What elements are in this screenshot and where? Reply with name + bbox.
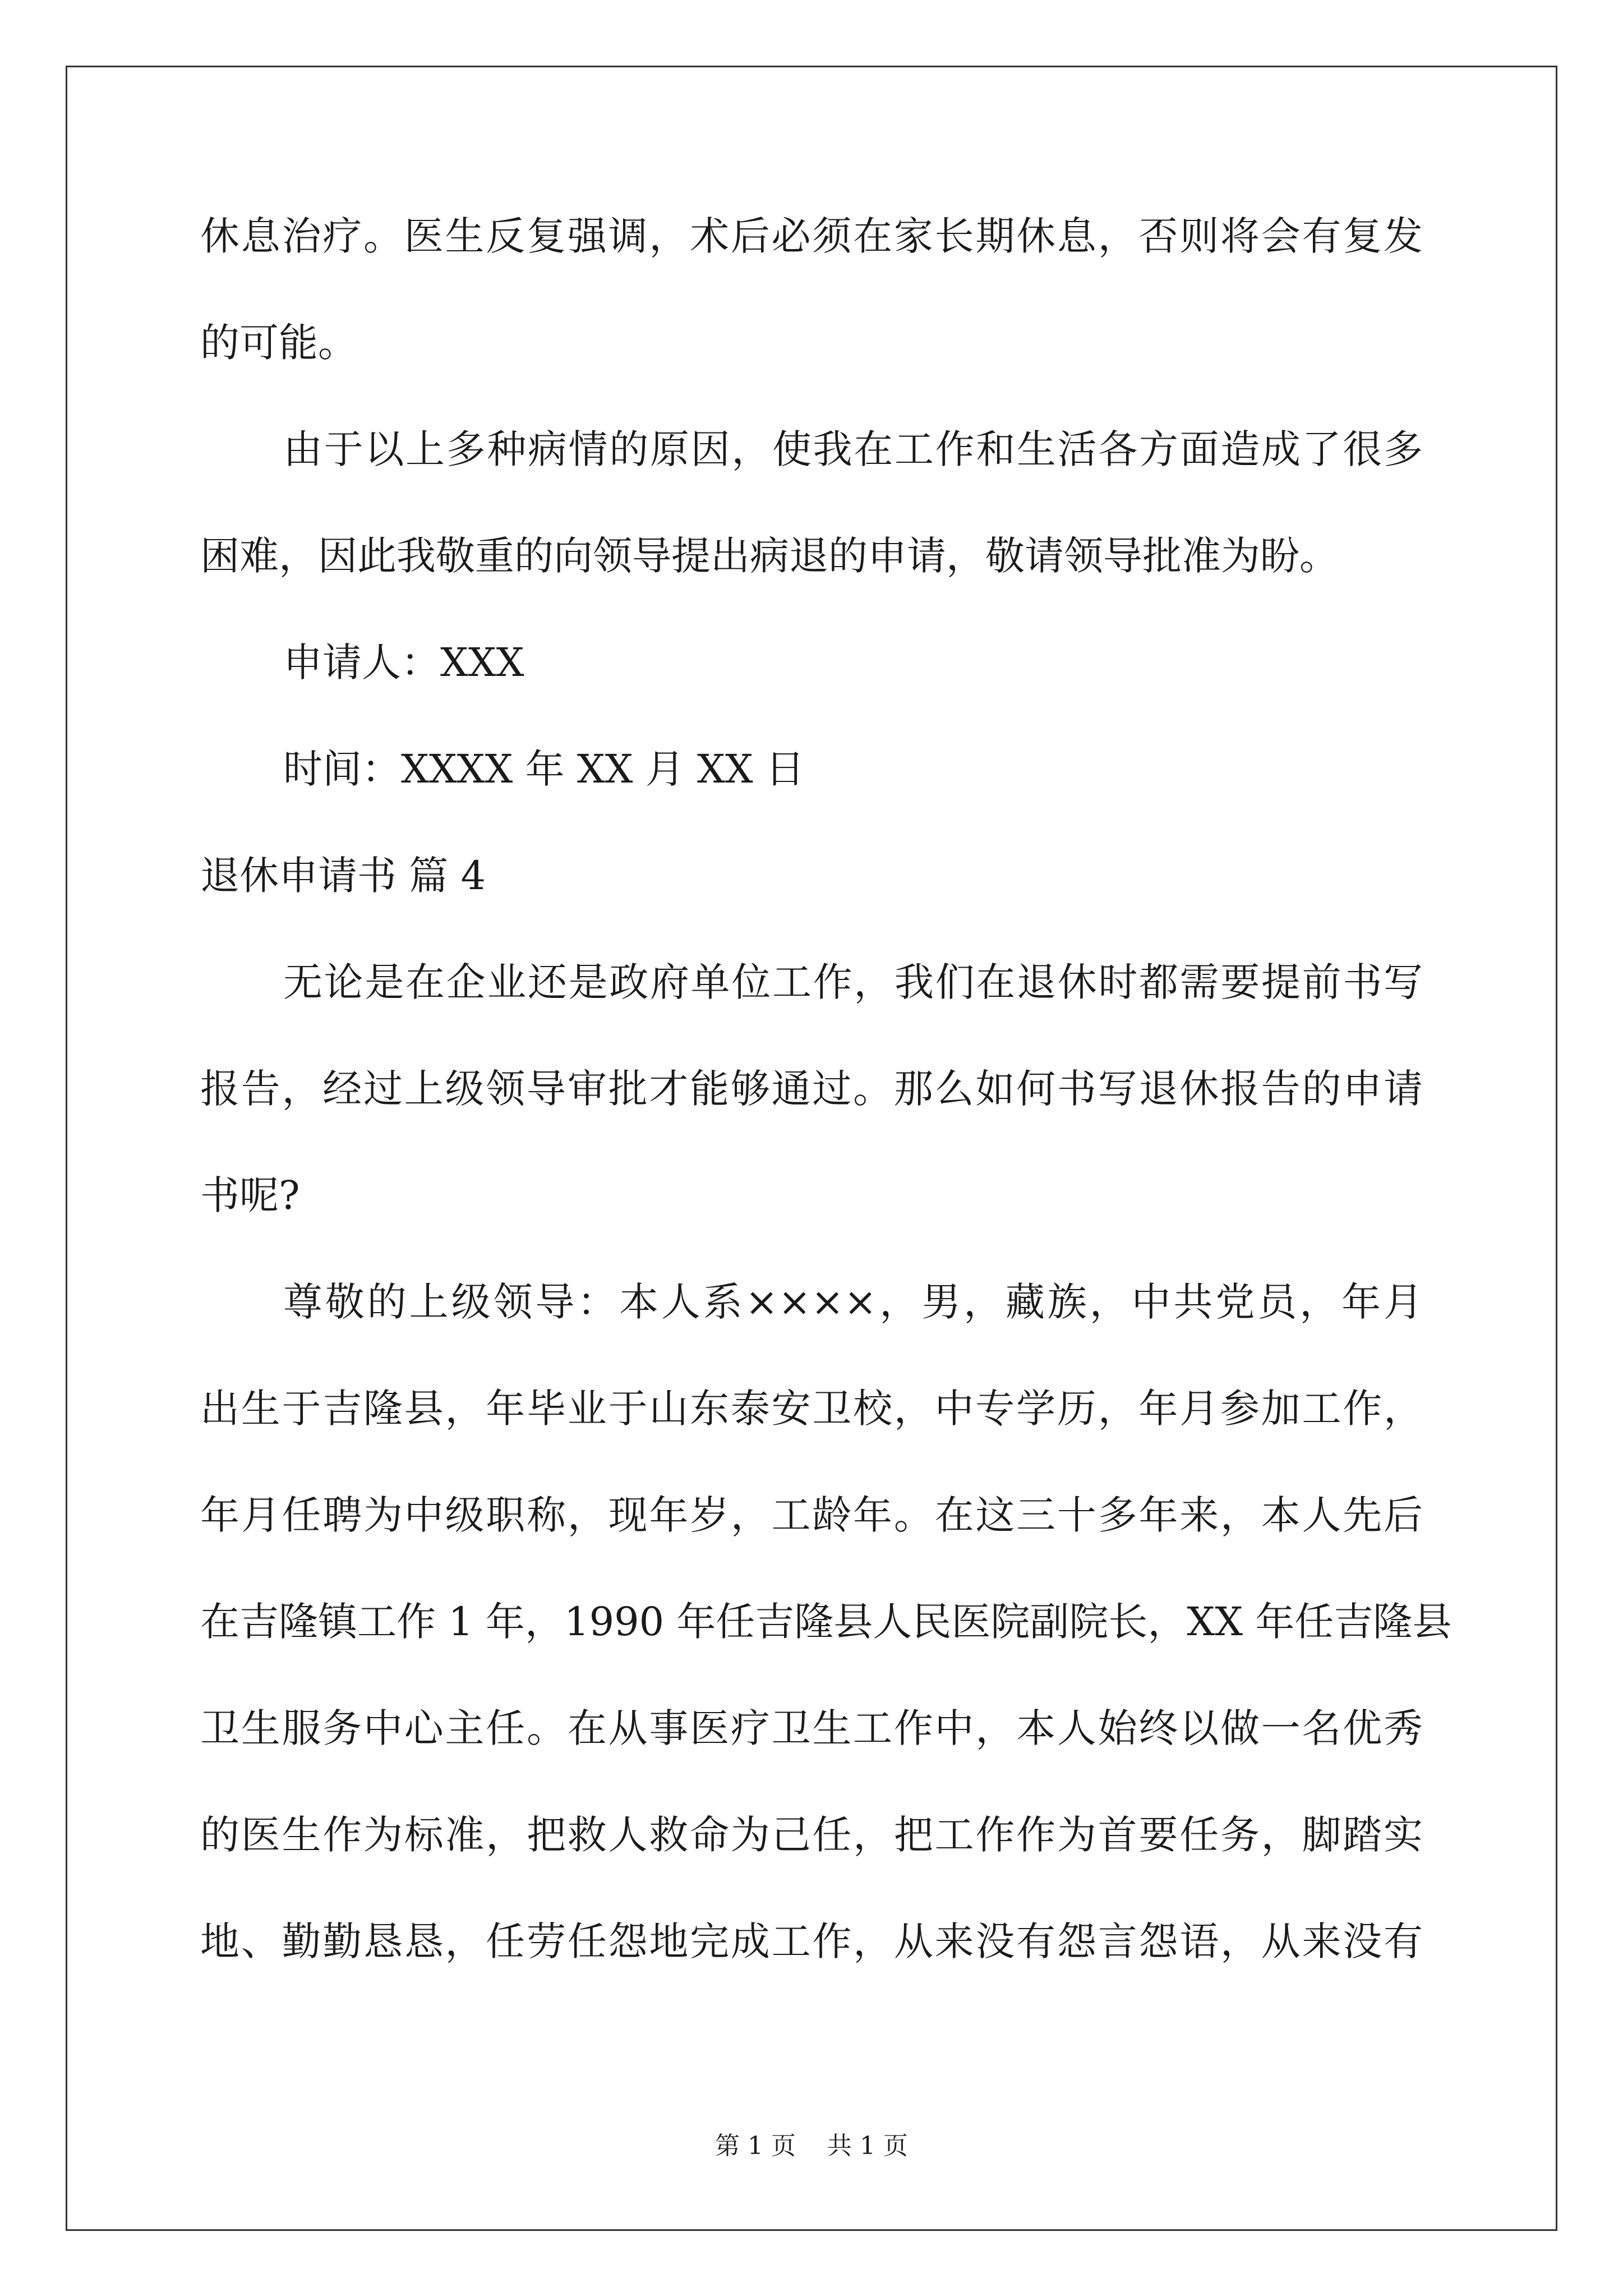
- text-line: 尊敬的上级领导：本人系××××，男，藏族，中共党员，年月: [283, 1279, 1423, 1325]
- text-line: 地、勤勤恳恳，任劳任怨地完成工作，从来没有怨言怨语，从来没有: [200, 1918, 1423, 1964]
- text-line: 困难，因此我敬重的向领导提出病退的申请，敬请领导批准为盼。: [200, 533, 1339, 579]
- text-line: 卫生服务中心主任。在从事医疗卫生工作中，本人始终以做一名优秀: [200, 1705, 1423, 1751]
- page-footer: 第 1 页 共 1 页: [715, 2132, 908, 2160]
- text-line: 的可能。: [200, 320, 357, 366]
- text-line: 休息治疗。医生反复强调，术后必须在家长期休息，否则将会有复发: [200, 213, 1423, 259]
- text-line: 在吉隆镇工作 1 年，1990 年任吉隆县人民医院副院长，XX 年任吉隆县: [200, 1599, 1452, 1645]
- text-line: 报告，经过上级领导审批才能够通过。那么如何书写退休报告的申请: [200, 1066, 1423, 1112]
- page-border: [66, 66, 1557, 2231]
- text-line: 由于以上多种病情的原因，使我在工作和生活各方面造成了很多: [283, 426, 1423, 472]
- date-line: 时间：XXXX 年 XX 月 XX 日: [283, 746, 805, 792]
- text-line: 出生于吉隆县，年毕业于山东泰安卫校，中专学历，年月参加工作，: [200, 1386, 1423, 1432]
- applicant-line: 申请人：XXX: [283, 639, 524, 685]
- text-line: 的医生作为标准，把救人救命为己任，把工作作为首要任务，脚踏实: [200, 1812, 1423, 1858]
- text-line: 年月任聘为中级职称，现年岁，工龄年。在这三十多年来，本人先后: [200, 1492, 1423, 1538]
- text-line: 书呢?: [200, 1172, 300, 1218]
- section-heading: 退休申请书 篇 4: [200, 853, 486, 899]
- text-line: 无论是在企业还是政府单位工作，我们在退休时都需要提前书写: [283, 959, 1423, 1005]
